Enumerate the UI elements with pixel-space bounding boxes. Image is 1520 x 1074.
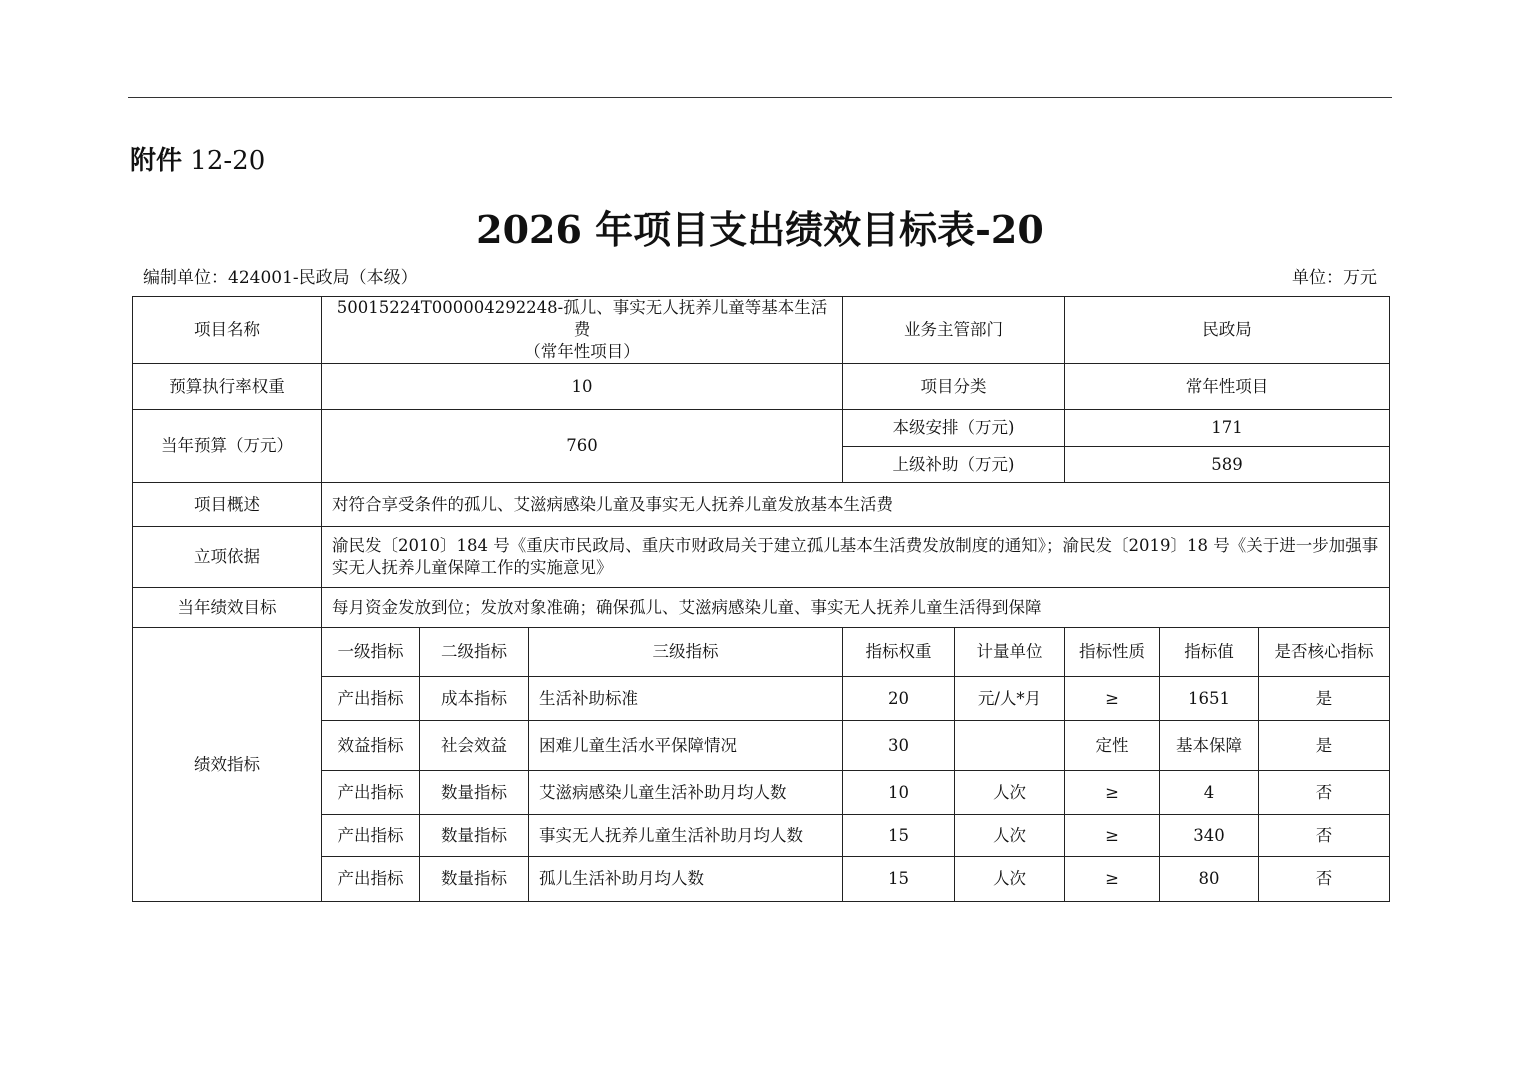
row-basis xyxy=(133,527,1390,588)
cell-level1: 效益指标 xyxy=(322,721,420,771)
local-label: 本级安排（万元) xyxy=(843,410,1065,447)
dept-value: 民政局 xyxy=(1065,297,1390,364)
cell-level1: 产出指标 xyxy=(322,857,420,902)
cell-level1: 产出指标 xyxy=(322,771,420,815)
cell-level3: 生活补助标准 xyxy=(529,677,843,721)
table-row xyxy=(133,721,1390,771)
basis-value: 渝民发〔2010〕184 号《重庆市民政局、重庆市财政局关于建立孤儿基本生活费发放制度的通知》；渝民发〔2019〕18 号《关于进一步加强事实无人抚养儿童保障工作的实施意见》 xyxy=(322,527,1390,588)
cell-core: 是 xyxy=(1259,677,1390,721)
budget-label: 当年预算（万元） xyxy=(133,410,322,483)
cell-level1: 产出指标 xyxy=(322,815,420,857)
cell-level3: 孤儿生活补助月均人数 xyxy=(529,857,843,902)
cell-unit: 人次 xyxy=(955,771,1065,815)
cell-level2: 数量指标 xyxy=(420,857,529,902)
cell-nature: ≥ xyxy=(1065,815,1160,857)
row-summary xyxy=(133,483,1390,527)
cell-level3: 艾滋病感染儿童生活补助月均人数 xyxy=(529,771,843,815)
header-level3: 三级指标 xyxy=(529,628,843,677)
header-nature: 指标性质 xyxy=(1065,628,1160,677)
row-goal xyxy=(133,588,1390,628)
rate-value: 10 xyxy=(322,364,843,410)
summary-label: 项目概述 xyxy=(133,483,322,527)
cell-weight: 30 xyxy=(843,721,955,771)
row-execution-rate xyxy=(133,364,1390,410)
cell-level3: 事实无人抚养儿童生活补助月均人数 xyxy=(529,815,843,857)
top-rule xyxy=(128,97,1392,98)
performance-table xyxy=(132,296,1390,902)
cell-value: 80 xyxy=(1160,857,1259,902)
cell-core: 是 xyxy=(1259,721,1390,771)
cell-level2: 数量指标 xyxy=(420,815,529,857)
row-project-name xyxy=(133,297,1390,364)
cell-unit: 元/人*月 xyxy=(955,677,1065,721)
cell-value: 4 xyxy=(1160,771,1259,815)
compiling-unit: 编制单位：424001-民政局（本级） xyxy=(143,268,418,288)
cell-level3: 困难儿童生活水平保障情况 xyxy=(529,721,843,771)
table-row xyxy=(133,815,1390,857)
page-title: 2026 年项目支出绩效目标表-20 xyxy=(476,207,1044,252)
cell-nature: ≥ xyxy=(1065,677,1160,721)
subsidy-label: 上级补助（万元) xyxy=(843,447,1065,483)
local-value: 171 xyxy=(1065,410,1390,447)
header-value: 指标值 xyxy=(1160,628,1259,677)
cell-level2: 社会效益 xyxy=(420,721,529,771)
cell-unit xyxy=(955,721,1065,771)
header-core: 是否核心指标 xyxy=(1259,628,1390,677)
summary-value: 对符合享受条件的孤儿、艾滋病感染儿童及事实无人抚养儿童发放基本生活费 xyxy=(322,483,1390,527)
table-row xyxy=(133,771,1390,815)
cell-value: 340 xyxy=(1160,815,1259,857)
goal-label: 当年绩效目标 xyxy=(133,588,322,628)
cell-nature: 定性 xyxy=(1065,721,1160,771)
cell-nature: ≥ xyxy=(1065,857,1160,902)
category-value: 常年性项目 xyxy=(1065,364,1390,410)
cell-core: 否 xyxy=(1259,771,1390,815)
header-level2: 二级指标 xyxy=(420,628,529,677)
rate-label: 预算执行率权重 xyxy=(133,364,322,410)
header-level1: 一级指标 xyxy=(322,628,420,677)
category-label: 项目分类 xyxy=(843,364,1065,410)
cell-weight: 15 xyxy=(843,815,955,857)
cell-level2: 数量指标 xyxy=(420,771,529,815)
basis-label: 立项依据 xyxy=(133,527,322,588)
goal-value: 每月资金发放到位；发放对象准确；确保孤儿、艾滋病感染儿童、事实无人抚养儿童生活得到保障 xyxy=(322,588,1390,628)
project-name-line1: 50015224T000004292248-孤儿、事实无人抚养儿童等基本生活费 xyxy=(336,298,828,339)
cell-unit: 人次 xyxy=(955,857,1065,902)
header-unit: 计量单位 xyxy=(955,628,1065,677)
header-weight: 指标权重 xyxy=(843,628,955,677)
cell-level2: 成本指标 xyxy=(420,677,529,721)
row-budget-local xyxy=(133,410,1390,447)
indicator-section-label: 绩效指标 xyxy=(133,628,322,902)
cell-weight: 10 xyxy=(843,771,955,815)
cell-nature: ≥ xyxy=(1065,771,1160,815)
project-name-line2: （常年性项目） xyxy=(524,342,640,361)
cell-value: 基本保障 xyxy=(1160,721,1259,771)
cell-weight: 15 xyxy=(843,857,955,902)
table-row xyxy=(133,857,1390,902)
cell-core: 否 xyxy=(1259,815,1390,857)
cell-weight: 20 xyxy=(843,677,955,721)
budget-value: 760 xyxy=(322,410,843,483)
project-name-label: 项目名称 xyxy=(133,297,322,364)
cell-unit: 人次 xyxy=(955,815,1065,857)
cell-level1: 产出指标 xyxy=(322,677,420,721)
cell-value: 1651 xyxy=(1160,677,1259,721)
currency-unit: 单位：万元 xyxy=(1292,268,1377,288)
attachment-label: 附件 12-20 xyxy=(130,146,266,176)
project-name-value xyxy=(322,297,843,364)
dept-label: 业务主管部门 xyxy=(843,297,1065,364)
table-row xyxy=(133,677,1390,721)
indicator-header-row xyxy=(133,628,1390,677)
subsidy-value: 589 xyxy=(1065,447,1390,483)
cell-core: 否 xyxy=(1259,857,1390,902)
